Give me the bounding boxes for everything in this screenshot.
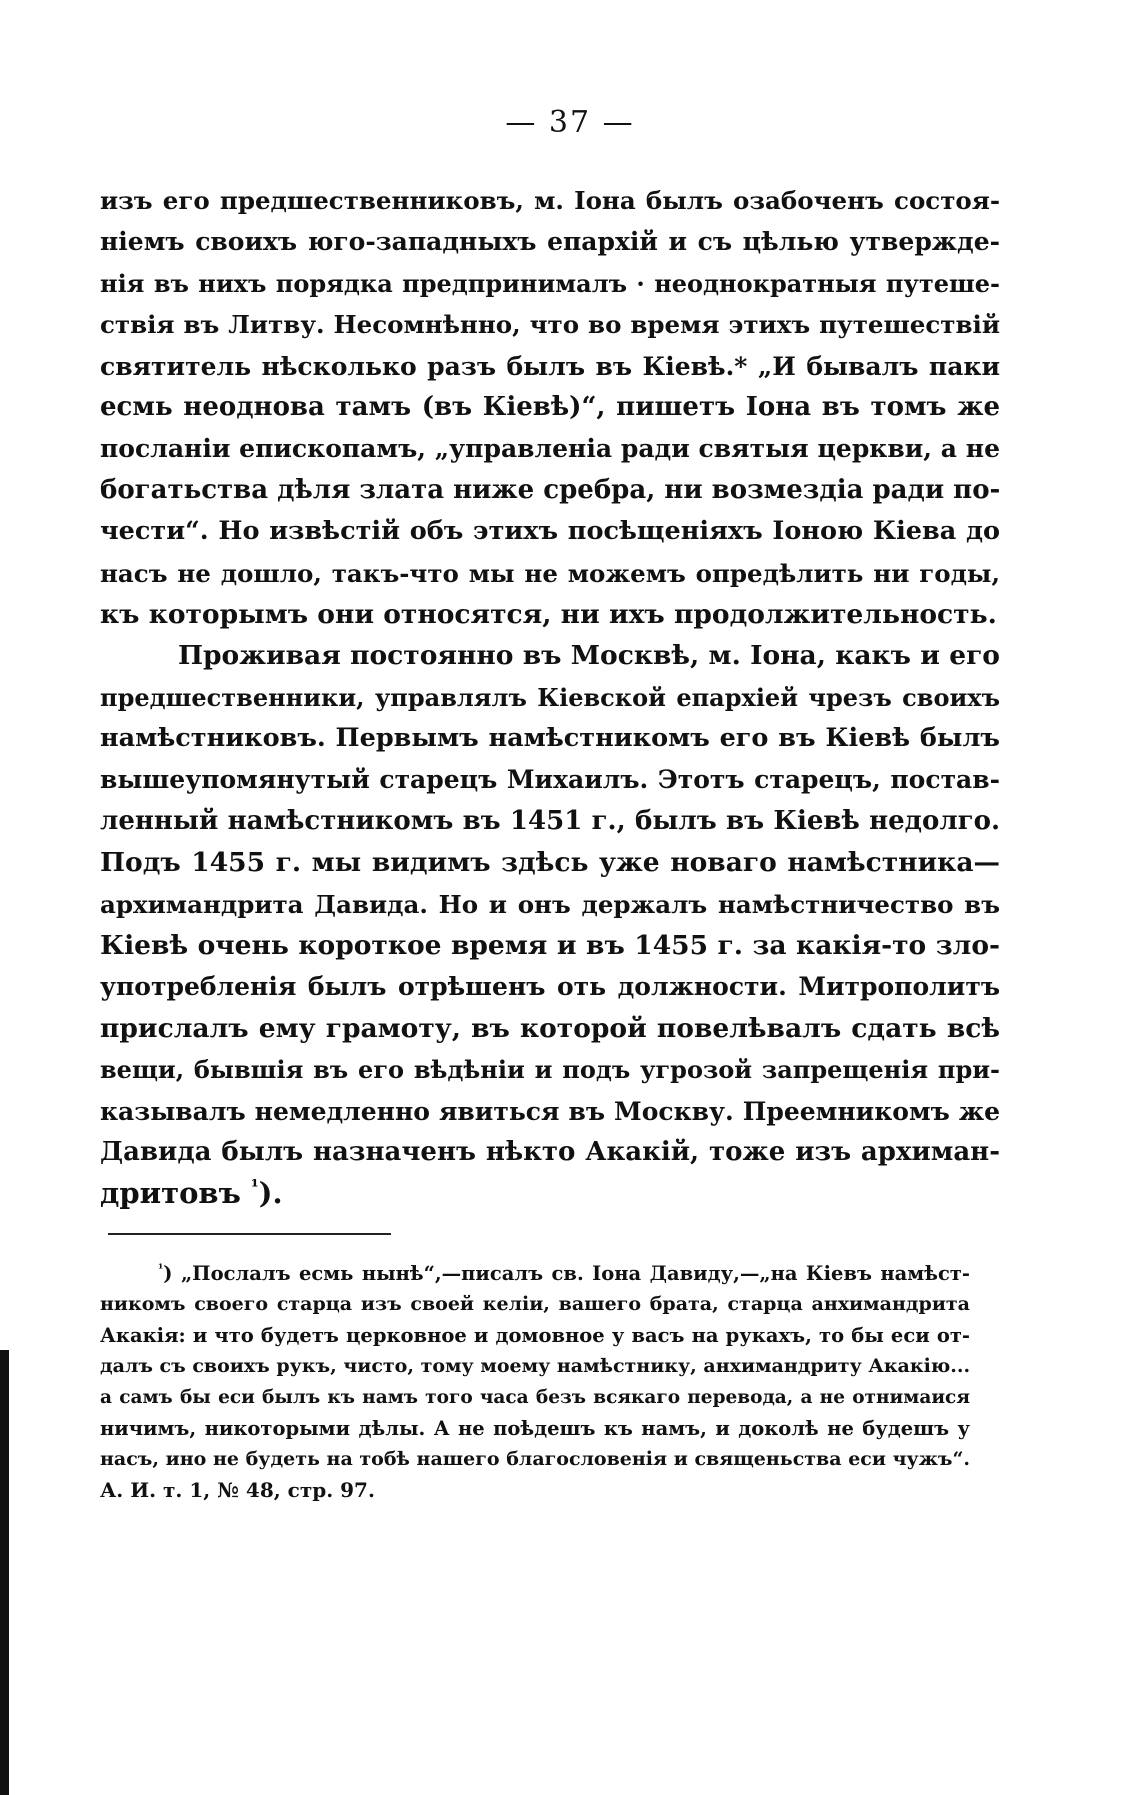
text-line: намѣстниковъ. Первымъ намѣстникомъ его въ Кіевѣ былъ <box>100 723 1000 754</box>
text-line: прислалъ ему грамоту, въ которой повелѣвалъ сдать всѣ <box>100 1012 1000 1044</box>
text-line: предшественники, управлялъ Кіевской епархіей чрезъ своихъ <box>100 682 1000 712</box>
main-text <box>100 180 1000 1215</box>
text-line: ніемъ своихъ юго-западныхъ епархій и съ цѣлью утвержде- <box>100 227 1000 257</box>
text-line: Кіевѣ очень короткое время и въ 1455 г. за какія-то зло- <box>100 930 1000 962</box>
text-line: употребленія былъ отрѣшенъ оть должности. Митрополитъ <box>100 972 1000 1002</box>
footnote-line: а самъ бы еси былъ къ намъ того часа безъ всякаго перевода, а не отнимаися <box>100 1387 970 1408</box>
text-line: богатьства дѣля злата ниже сребра, ни возмездіа ради по- <box>100 474 1001 505</box>
text-line: Давида былъ назначенъ нѣкто Акакій, тоже изъ архиман- <box>100 1136 1000 1167</box>
text-line: изъ его предшественниковъ, м. Іона былъ озабоченъ состоя- <box>100 186 1000 215</box>
footnote-line <box>100 1258 970 1289</box>
text-line-final <box>100 1173 1000 1214</box>
final-text: дритовъ <box>100 1176 251 1211</box>
text-line: ленный намѣстникомъ въ 1451 г., былъ въ Кіевѣ недолго. <box>100 805 1000 836</box>
footnote-line: далъ съ своихъ рукъ, чисто, тому моему намѣстнику, анхимандриту Акакію... <box>100 1355 971 1377</box>
text-line: Подъ 1455 г. мы видимъ здѣсь уже новаго намѣстника— <box>100 847 1000 879</box>
footnote-marker: ¹ <box>158 1261 164 1276</box>
text-line: казывалъ немедленно явиться въ Москву. Преемникомъ же <box>100 1096 1000 1126</box>
page-number: — 37 — <box>505 105 635 140</box>
text-line: къ которымъ они относятся, ни ихъ продолжительность. <box>100 598 997 630</box>
text-line: посланіи епископамъ, „управленіа ради святыя церкви, а не <box>100 434 1000 464</box>
text-line: Проживая постоянно въ Москвѣ, м. Іона, какъ и его <box>178 640 1000 672</box>
footnote-ref: ¹ <box>250 1176 259 1198</box>
text-line: нія въ нихъ порядка предпринималъ · неоднократныя путеше- <box>100 268 1000 298</box>
text-line: вещи, бывшія въ его вѣдѣніи и подъ угрозой запрещенія при- <box>100 1055 1000 1085</box>
text-line: святитель нѣсколько разъ былъ въ Кіевѣ.* „И бывалъ паки <box>100 351 1000 381</box>
text-line: есмь неоднова тамъ (въ Кіевѣ)“, пишетъ Іона въ томъ же <box>100 391 1000 422</box>
text-line: архимандрита Давида. Но и онъ держалъ намѣстничество въ <box>100 889 1000 919</box>
text-line: ствія въ Литву. Несомнѣнно, что во время этихъ путешествій <box>100 310 1000 340</box>
footnote-line: насъ, ино не будеть на тобѣ нашего благословенія и священьства еси чужъ“. <box>100 1448 970 1470</box>
text-line: насъ не дошло, такъ-что мы не можемъ опредѣлить ни годы, <box>100 558 1000 588</box>
footnote-first-line: ) „Послалъ есмь нынѣ“,—писалъ св. Іона Давиду,—„на Кіевъ намѣст- <box>163 1262 970 1285</box>
text-line: вышеупомянутый старецъ Михаилъ. Этотъ старецъ, постав- <box>100 765 1000 795</box>
footnote-divider <box>108 1233 391 1235</box>
binding-shadow <box>0 1350 9 1795</box>
footnote-reference: А. И. т. 1, № 48, стр. 97. <box>100 1478 375 1502</box>
text-line: чести“. Но извѣстій объ этихъ посѣщеніяхъ Іоною Кіева до <box>100 516 1000 547</box>
footnote-line: Акакія: и что будетъ церковное и домовное у васъ на рукахъ, то бы еси от- <box>100 1324 970 1347</box>
footnote-line: ничимъ, никоторыми дѣлы. А не поѣдешъ къ намъ, и доколѣ не будешъ у <box>100 1417 970 1440</box>
footnote-line: никомъ своего старца изъ своей келіи, вашего брата, старца анхимандрита <box>100 1293 970 1315</box>
final-tail: ). <box>258 1176 283 1211</box>
footnote <box>100 1258 970 1506</box>
